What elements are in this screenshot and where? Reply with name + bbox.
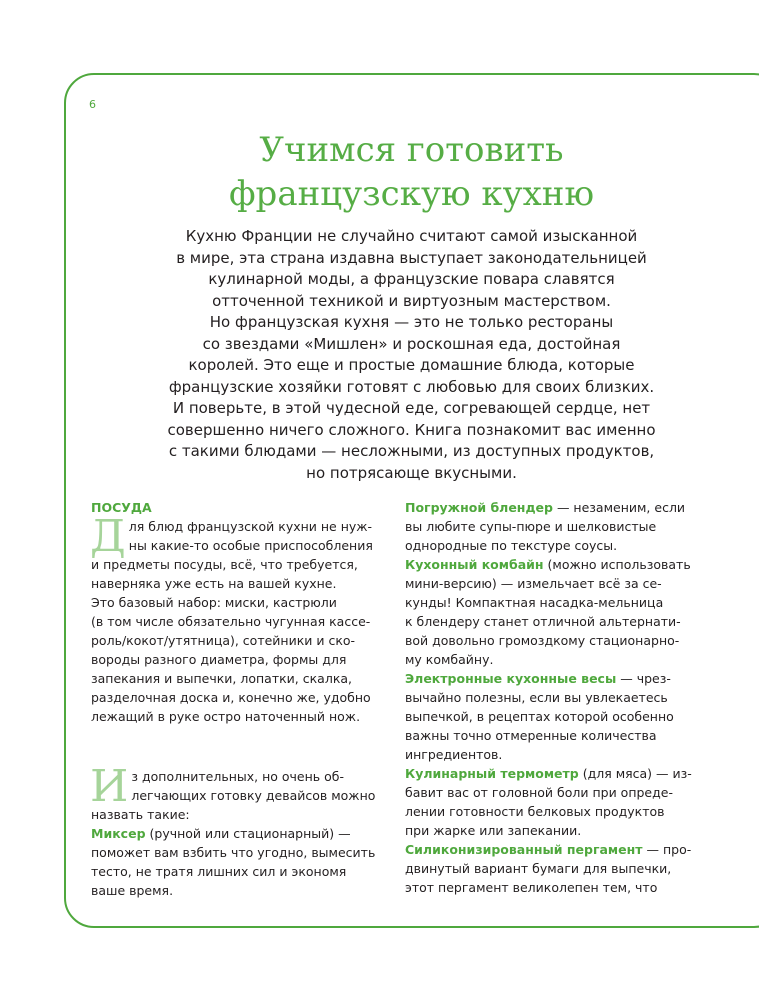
text-line: лении готовности белковых продуктов [405,804,665,819]
intro-line: с такими блюдами — несложными, из доступных продуктов, [168,442,655,460]
text-line: запекания и выпечки, лопатки, скалка, [91,671,352,686]
intro-line: но потрясающе вкусными. [306,463,517,482]
intro-line: Кухню Франции не случайно считают самой изысканной [185,227,638,245]
text-line: з дополнительных, но очень об- [131,769,345,784]
text-line: вой довольно громоздкому стационарно- [405,633,680,648]
text-fragment: (для мяса) — из- [578,766,692,781]
term-scales: Электронные кухонные весы [405,671,617,686]
text-line: поможет вам взбить что угодно, вымесить [91,845,376,860]
text-line: бавит вас от головной боли при опреде- [405,785,673,800]
text-line: вычайно полезны, если вы увлекаетесь [405,690,668,705]
text-line: тесто, не тратя лишних сил и экономя [91,864,347,879]
title-line: французскую кухню [228,174,595,214]
text-line: наверняка уже есть на вашей кухне. [91,576,337,591]
page-number: 6 [89,98,96,111]
text-fragment: — незаменим, если [552,500,686,515]
text-line: при жарке или запекании. [405,823,582,838]
intro-line: совершенно ничего сложного. Книга познакомит вас именно [167,420,656,439]
text-line: этот пергамент великолепен тем, что [405,880,658,895]
text-line [91,824,385,843]
intro-line: кулинарной моды, а французские повара славятся [208,270,615,288]
term-food-processor: Кухонный комбайн [405,557,544,572]
text-line: (в том числе обязательно чугунная кассе- [91,614,371,629]
right-column [405,498,705,897]
text-line [405,555,705,574]
title-line: Учимся готовить [259,130,564,170]
text-fragment: (можно использовать [543,557,691,572]
text-line: Это базовый набор: миски, кастрюли [91,595,337,610]
text-line: двинутый вариант бумаги для выпечки, [405,861,672,876]
text-line [405,669,705,688]
term-thermometer: Кулинарный термометр [405,766,579,781]
text-line: лежащий в руке остро наточенный нож. [91,709,361,724]
text-line: важны точно отмеренные количества [405,728,657,743]
text-fragment: — чрез- [616,671,671,686]
text-line: кунды! Компактная насадка-мельница [405,595,664,610]
text-line: вы любите супы-пюре и шелковистые [405,519,657,534]
text-line: назвать такие: [91,807,190,822]
text-line: легчающих готовку девайсов можно [131,788,376,803]
text-fragment: — про- [642,842,692,857]
text-line: мини-версию) — измельчает всё за се- [405,576,662,591]
intro-line: со звездами «Мишлен» и роскошная еда, достойная [202,334,621,353]
intro-line: Но французская кухня — это не только рестораны [209,313,614,331]
text-line [405,840,705,859]
term-parchment: Силиконизированный пергамент [405,842,643,857]
text-line: вороды разного диаметра, формы для [91,652,347,667]
intro-line: в мире, эта страна издавна выступает законодательницей [176,248,647,267]
left-column [91,498,385,900]
drop-cap: Д [90,511,126,562]
drop-cap: И [90,761,129,812]
page-title [64,128,759,216]
section-heading: ПОСУДА [91,500,152,515]
paragraph-devices [90,761,385,900]
text-line: и предметы посуды, всё, что требуется, [91,557,358,572]
text-line: ны какие-то особые приспособления [128,538,373,553]
text-line: му комбайну. [405,652,494,667]
text-line: ингредиентов. [405,747,503,762]
text-line [405,498,705,517]
term-blender: Погружной блендер [405,500,553,515]
text-line: к блендеру станет отличной альтернати- [405,614,681,629]
paragraph-cookware [90,511,385,726]
intro-line: И поверьте, в этой чудесной еде, согревающей сердце, нет [172,399,651,417]
text-line: роль/кокот/утятница), сотейники и ско- [91,633,356,648]
text-line: выпечкой, в рецептах которой особенно [405,709,674,724]
text-line [405,764,705,783]
intro-paragraph [90,226,733,484]
intro-line: отточенной техникой и виртуозным мастерством. [212,291,611,310]
intro-line: французские хозяйки готовят с любовью для своих близких. [168,377,655,396]
text-line: разделочная доска и, конечно же, удобно [91,690,371,705]
text-line: ля блюд французской кухни не нуж- [128,519,373,534]
term-mixer: Миксер [91,826,146,841]
text-line: однородные по текстуре соусы. [405,538,618,553]
intro-line: королей. Это еще и простые домашние блюда, которые [188,356,635,374]
text-line: ваше время. [91,883,174,898]
text-fragment: (ручной или стационарный) — [145,826,351,841]
